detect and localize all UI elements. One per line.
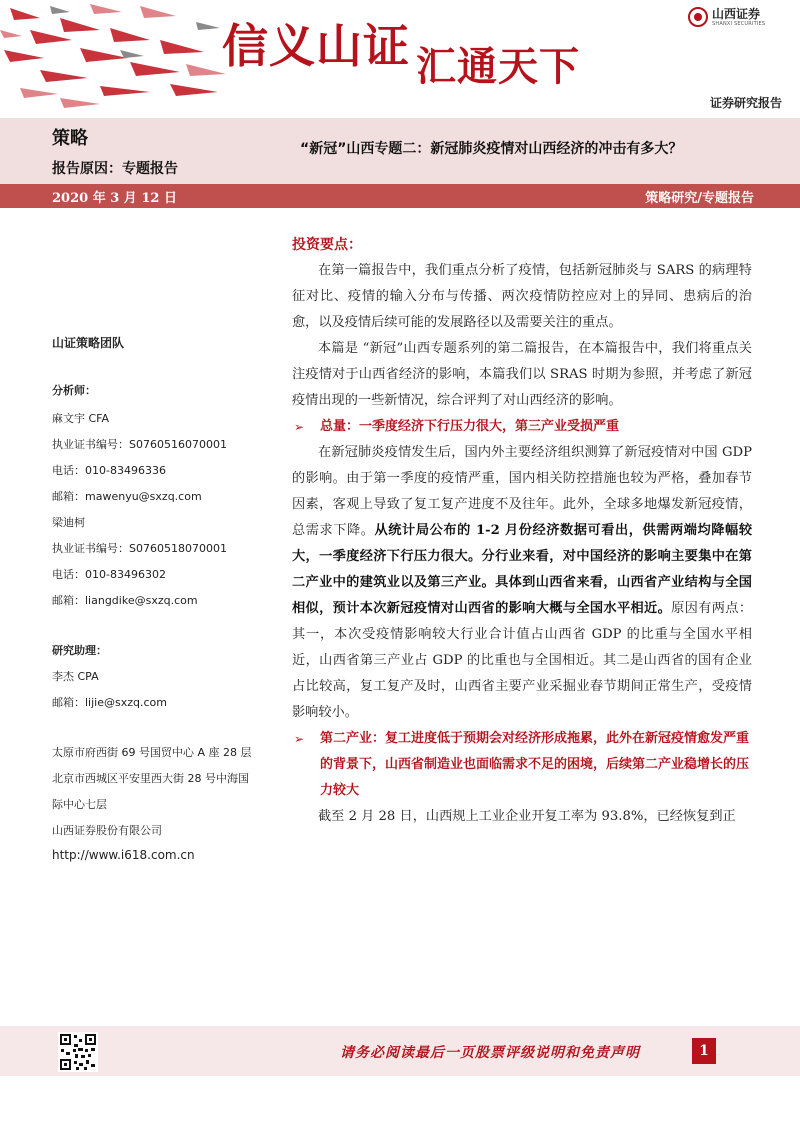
team-name: 山证策略团队 xyxy=(52,336,125,350)
paragraph: 本篇是 “新冠”山西专题系列的第二篇报告，在本篇报告中，我们将重点关注疫情对于山西省经济的影响，本篇我们以 SRAS 时期为参照，并考虑了新冠疫情出现的一些新情况，综合评判了对山西经济的影响。 xyxy=(292,341,752,408)
report-date: 2020 年 3 月 12 日 xyxy=(52,191,177,206)
analyst-name: 麻文宇 CFA xyxy=(52,412,110,425)
paragraph: 截至 2 月 28 日，山西规上工业企业开复工率为 93.8%，已经恢复到正 xyxy=(318,809,736,824)
text-run: 原因有两点：其一，本次受疫情影响较大行业合计值占山西省 GDP 的比重与全国水平相近，山西省第三产业占 GDP 的比重也与全国相近。其二是山西省的国有企业占比较高，复工复产及时，山西省主要产业采掘业春节期间正常生产，受疫情影响较小。 xyxy=(292,601,753,720)
arrow-bullet-icon: ➢ xyxy=(294,732,305,746)
report-type: 策略研究/专题报告 xyxy=(645,191,754,206)
arrows-graphic xyxy=(0,0,240,110)
page-number: 1 xyxy=(692,1038,716,1064)
assistant-email[interactable]: 邮箱：lijie@sxzq.com xyxy=(52,696,167,709)
analyst-cert: 执业证书编号：S0760516070001 xyxy=(52,438,227,451)
bullet-text: 第二产业：复工进度低于预期会对经济形成拖累，此外在新冠疫情愈发严重的背景下，山西省制造业也面临需求不足的困境，后续第二产业稳增长的压力较大 xyxy=(320,731,750,798)
header-banner xyxy=(0,0,800,120)
bullet-text: 总量：一季度经济下行压力很大，第三产业受损严重 xyxy=(320,419,620,434)
analyst-cert: 执业证书编号：S0760518070001 xyxy=(52,542,227,555)
paragraph xyxy=(292,440,752,726)
address-line: 际中心七层 xyxy=(52,798,107,811)
address-line: 北京市西城区平安里西大街 28 号中海国 xyxy=(52,772,249,785)
report-label: 证券研究报告 xyxy=(709,96,782,110)
analyst-phone: 电话：010-83496302 xyxy=(52,568,166,581)
report-category: 策略 xyxy=(52,128,88,149)
report-reason: 报告原因：专题报告 xyxy=(52,161,178,177)
logo-icon xyxy=(688,7,708,27)
address-line: 太原市府西街 69 号国贸中心 A 座 28 层 xyxy=(52,746,252,759)
text-run: 在新冠肺炎疫情发生后，国内外主要经济组织测算了新冠疫情对中国 GDP 的影响。由于第一季度的疫情严重，国内相关防控措施也较为严格，叠加春节因素，客观上导致了复工复产进度不及往年。此外，全球多地爆发新冠疫情，总需求下降。 xyxy=(292,445,752,538)
date-bar xyxy=(0,184,800,208)
arrow-bullet-icon: ➢ xyxy=(294,420,305,434)
analyst-heading: 分析师： xyxy=(52,384,96,397)
section-title: 投资要点： xyxy=(292,237,362,253)
paragraph: 在第一篇报告中，我们重点分析了疫情，包括新冠肺炎与 SARS 的病理特征对比、疫情的输入分布与传播、两次疫情防控应对上的异同、患病后的治愈，以及疫情后续可能的发展路径以及需要关注的重点。 xyxy=(292,263,752,330)
assistant-heading: 研究助理： xyxy=(52,644,107,657)
report-title: “新冠”山西专题二：新冠肺炎疫情对山西经济的冲击有多大？ xyxy=(300,141,683,157)
bold-text-run: 从统计局公布的 1-2 月份经济数据可看出，供需两端均降幅较大，一季度经济下行压力很大。分行业来看，对中国经济的影响主要集中在第二产业中的建筑业以及第三产业。具体到山西省来看，山西省产业结构与全国相似，预计本次新冠疫情对山西省的影响大概与全国水平相近。 xyxy=(292,523,753,616)
analyst-email[interactable]: 邮箱：liangdike@sxzq.com xyxy=(52,594,198,607)
qr-code-icon xyxy=(58,1032,98,1072)
slogan-part2: 汇通天下 xyxy=(416,44,580,90)
analyst-email[interactable]: 邮箱：mawenyu@sxzq.com xyxy=(52,490,202,503)
company-name: 山西证券股份有限公司 xyxy=(52,824,162,837)
analyst-name: 梁迪柯 xyxy=(52,516,85,529)
website-link[interactable]: http://www.i618.com.cn xyxy=(52,848,195,862)
slogan-part1: 信义山证 xyxy=(222,19,410,73)
company-logo xyxy=(688,6,792,28)
main-content xyxy=(292,232,752,830)
logo-name-cn: 山西证券 xyxy=(712,6,761,21)
bullet-heading xyxy=(292,726,752,804)
bullet-heading xyxy=(292,414,752,440)
footer xyxy=(0,1026,800,1076)
logo-name-en: SHANXI SECURITIES xyxy=(712,20,766,27)
disclaimer-text: 请务必阅读最后一页股票评级说明和免责声明 xyxy=(340,1045,640,1061)
analyst-phone: 电话：010-83496336 xyxy=(52,464,166,477)
assistant-name: 李杰 CPA xyxy=(52,670,99,683)
slogan xyxy=(222,10,580,90)
